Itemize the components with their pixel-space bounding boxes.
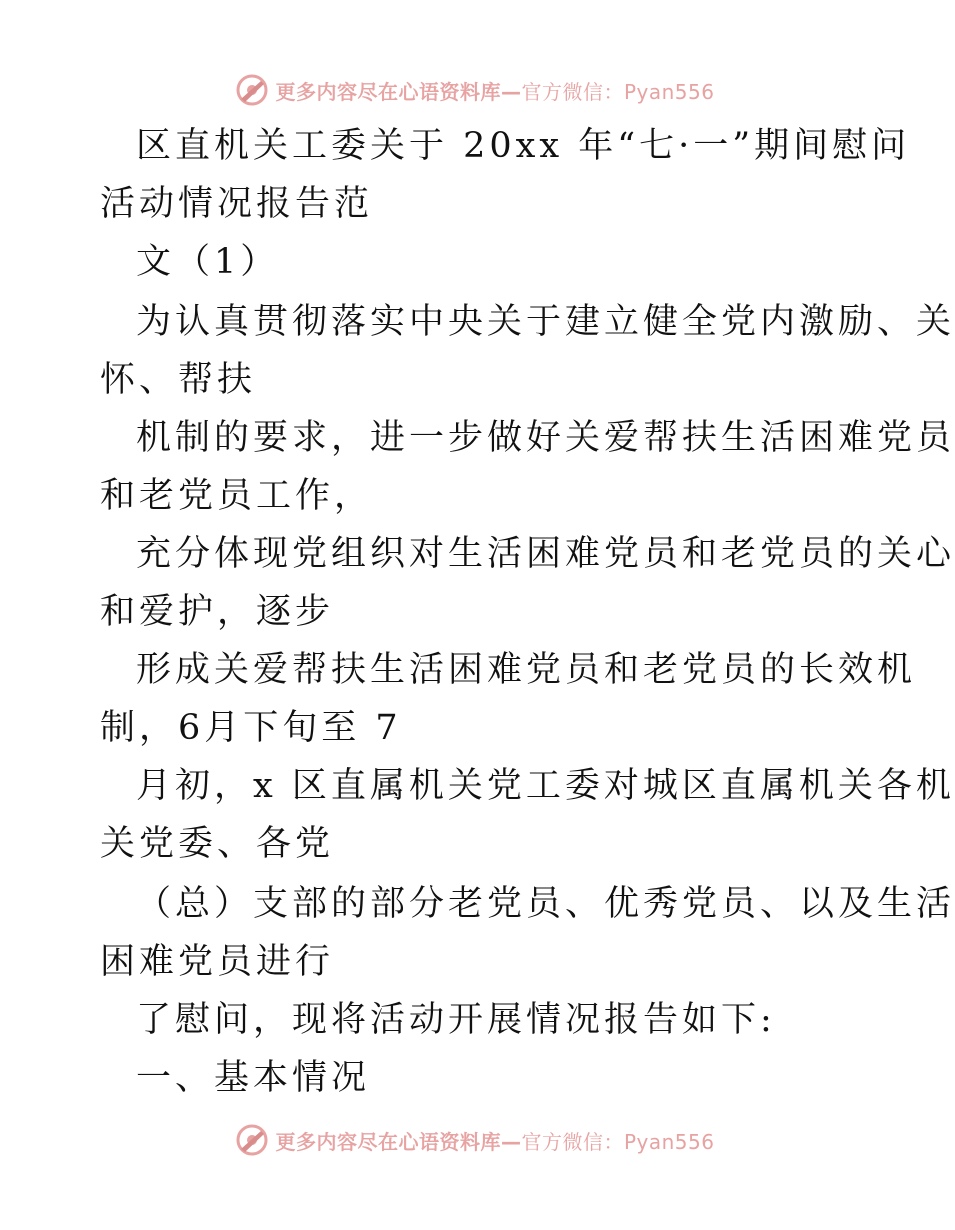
doc-title-line-1: 区直机关工委关于 20xx 年“七·一”期间慰问	[136, 126, 911, 166]
watermark-text: 更多内容尽在心语资料库—官方微信：Pyan556	[275, 1129, 715, 1154]
doc-title-line-3: 文（1）	[136, 242, 280, 282]
doc-paragraph-line: 机制的要求，进一步做好关爱帮扶生活困难党员	[136, 418, 955, 458]
doc-title-line-2: 活动情况报告范	[100, 184, 374, 224]
doc-paragraph-line: 和老党员工作，	[100, 476, 374, 516]
doc-paragraph-line: 关党委、各党	[100, 824, 335, 864]
doc-section-heading: 一、基本情况	[136, 1058, 371, 1098]
doc-paragraph-line: 了慰问，现将活动开展情况报告如下:	[136, 1000, 776, 1040]
doc-paragraph-line: 为认真贯彻落实中央关于建立健全党内激励、关	[136, 302, 955, 342]
doc-paragraph-line: 月初，x 区直属机关党工委对城区直属机关各机	[136, 766, 955, 806]
brand-logo-icon	[235, 1123, 269, 1157]
watermark-footer	[0, 1120, 950, 1160]
doc-paragraph-line: 制，6月下旬至 7	[100, 708, 402, 748]
doc-paragraph-line: 困难党员进行	[100, 942, 335, 982]
doc-paragraph-line: （总）支部的部分老党员、优秀党员、以及生活	[136, 884, 955, 924]
doc-paragraph-line: 和爱护，逐步	[100, 592, 335, 632]
doc-paragraph-line: 形成关爱帮扶生活困难党员和老党员的长效机	[136, 650, 917, 690]
doc-paragraph-line: 充分体现党组织对生活困难党员和老党员的关心	[136, 534, 955, 574]
watermark-text: 更多内容尽在心语资料库—官方微信：Pyan556	[275, 79, 715, 104]
doc-paragraph-line: 怀、帮扶	[100, 360, 257, 400]
